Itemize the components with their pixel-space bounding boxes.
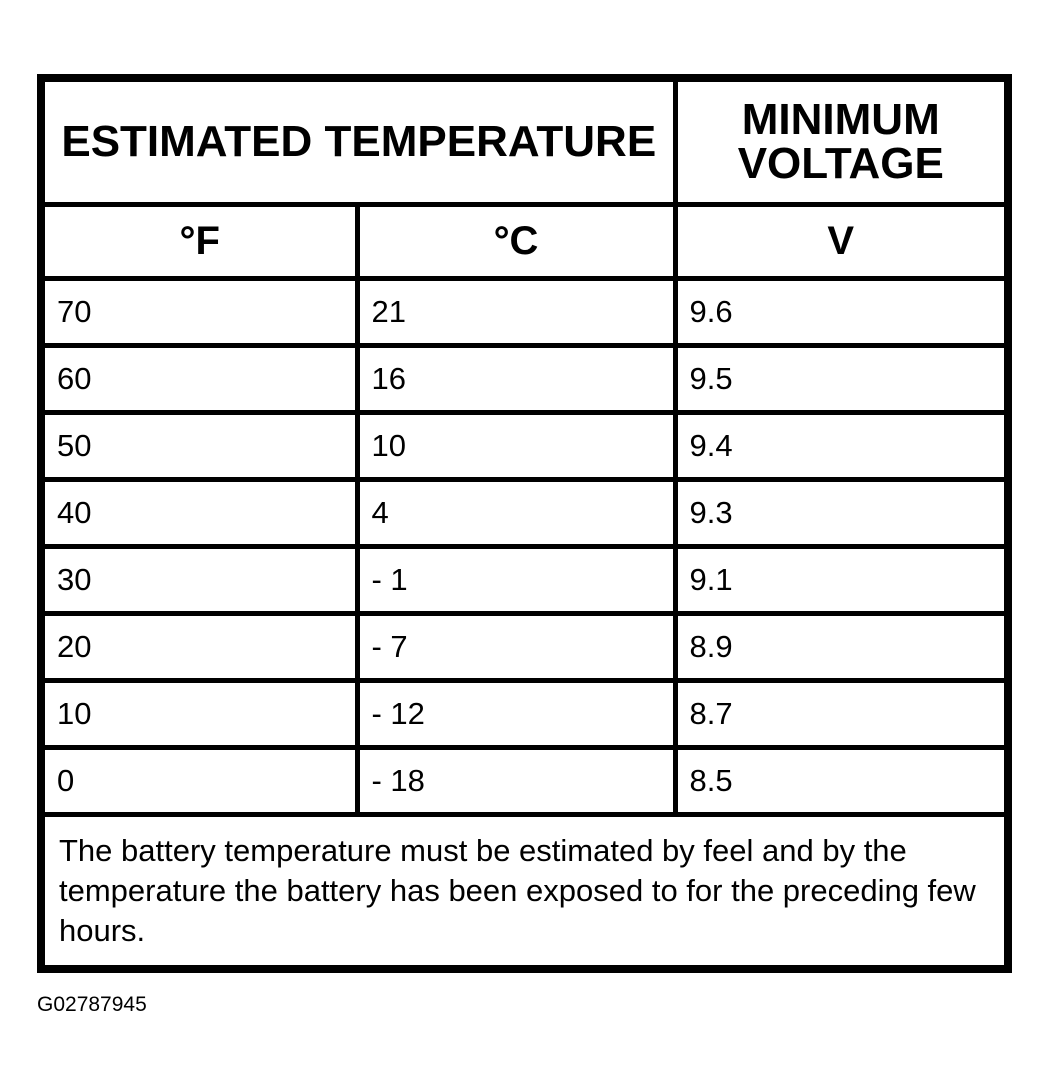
fahrenheit-cell: 20	[41, 613, 357, 680]
unit-header-row	[41, 204, 1008, 278]
voltage-cell: 9.1	[675, 546, 1008, 613]
estimated-temperature-header: ESTIMATED TEMPERATURE	[41, 78, 675, 204]
table-row	[41, 546, 1008, 613]
voltage-cell: 9.6	[675, 278, 1008, 345]
voltage-cell: 8.5	[675, 747, 1008, 814]
voltage-cell: 9.4	[675, 412, 1008, 479]
table-row	[41, 412, 1008, 479]
celsius-cell: 21	[357, 278, 675, 345]
table-row	[41, 747, 1008, 814]
note-row	[41, 814, 1008, 969]
voltage-cell: 8.9	[675, 613, 1008, 680]
table-row	[41, 680, 1008, 747]
celsius-cell: 4	[357, 479, 675, 546]
minimum-voltage-header-line1: MINIMUM	[741, 94, 940, 144]
celsius-cell: - 18	[357, 747, 675, 814]
minimum-voltage-header	[675, 78, 1008, 204]
voltage-cell: 8.7	[675, 680, 1008, 747]
temperature-note: The battery temperature must be estimated by feel and by the temperature the battery has been exposed to for the preceding few hours.	[41, 814, 1008, 969]
fahrenheit-cell: 50	[41, 412, 357, 479]
fahrenheit-cell: 30	[41, 546, 357, 613]
fahrenheit-cell: 70	[41, 278, 357, 345]
table-row	[41, 278, 1008, 345]
table-row	[41, 479, 1008, 546]
figure-id-label: G02787945	[37, 993, 147, 1016]
fahrenheit-unit-header: °F	[41, 204, 357, 278]
celsius-cell: 16	[357, 345, 675, 412]
celsius-cell: - 7	[357, 613, 675, 680]
fahrenheit-cell: 60	[41, 345, 357, 412]
fahrenheit-cell: 0	[41, 747, 357, 814]
celsius-cell: 10	[357, 412, 675, 479]
celsius-unit-header: °C	[357, 204, 675, 278]
battery-voltage-table	[37, 74, 1012, 973]
celsius-cell: - 12	[357, 680, 675, 747]
fahrenheit-cell: 10	[41, 680, 357, 747]
minimum-voltage-header-line2: VOLTAGE	[737, 138, 944, 188]
celsius-cell: - 1	[357, 546, 675, 613]
fahrenheit-cell: 40	[41, 479, 357, 546]
table-row	[41, 345, 1008, 412]
table-row	[41, 613, 1008, 680]
voltage-cell: 9.3	[675, 479, 1008, 546]
volts-unit-header: V	[675, 204, 1008, 278]
voltage-cell: 9.5	[675, 345, 1008, 412]
table-header-row	[41, 78, 1008, 204]
